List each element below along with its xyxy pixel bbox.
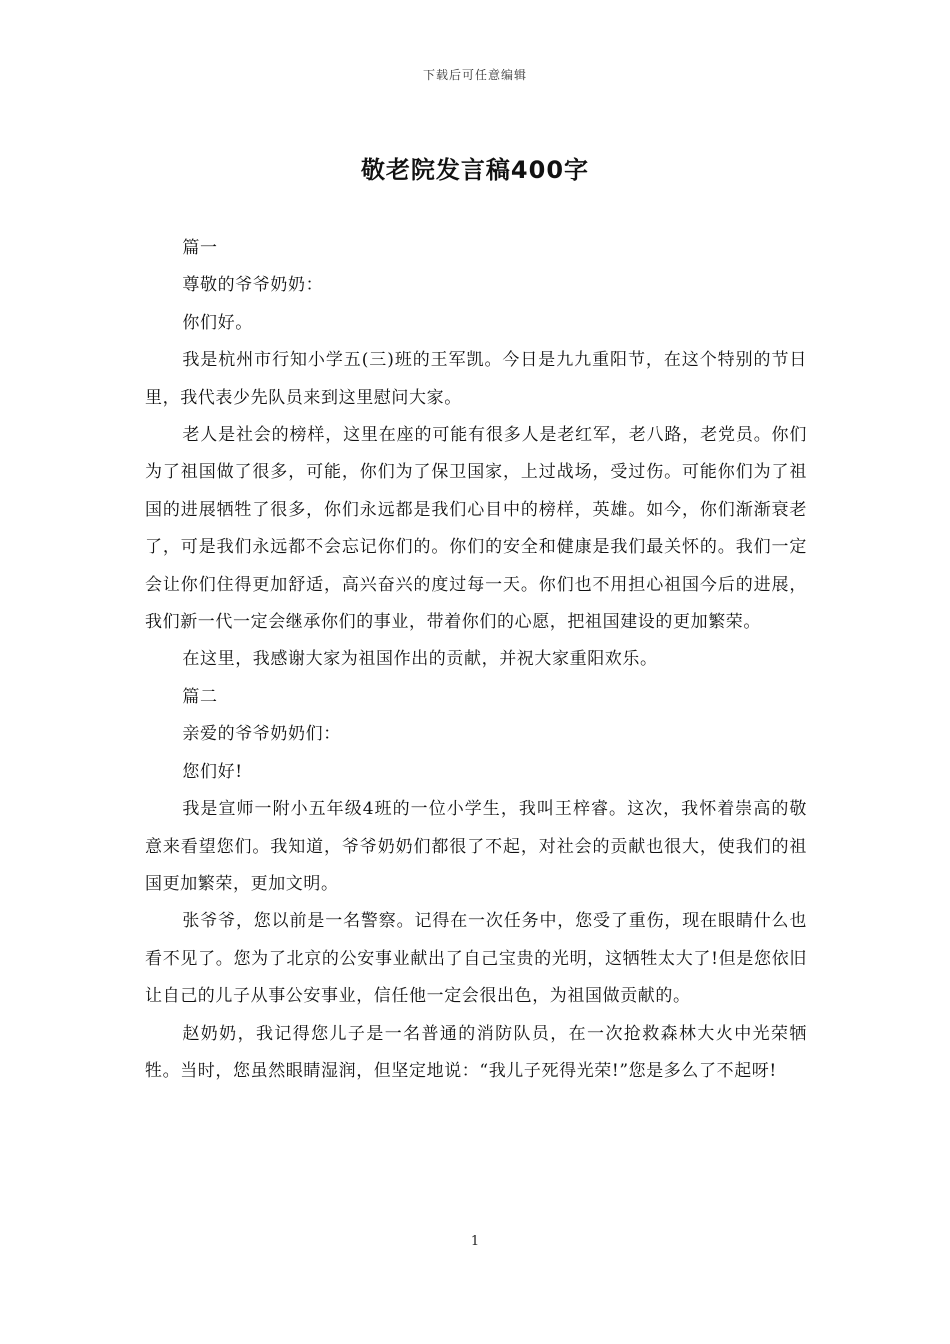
paragraph: 我是宣师一附小五年级4班的一位小学生，我叫王梓睿。这次，我怀着崇高的敬意来看望您们。我知道，爷爷奶奶们都很了不起，对社会的贡献也很大，使我们的祖国更加繁荣，更加文明。: [145, 799, 807, 894]
paragraph: 篇一: [182, 238, 218, 258]
paragraph: 您们好!: [182, 761, 243, 782]
document-title: 敬老院发言稿400字: [360, 156, 590, 184]
paragraph: 尊敬的爷爷奶奶：: [182, 275, 324, 296]
paragraph: 在这里，我感谢大家为祖国作出的贡献，并祝大家重阳欢乐。: [182, 649, 658, 670]
page-number: 1: [470, 1234, 480, 1249]
paragraph: 亲爱的爷爷奶奶们：: [182, 724, 341, 745]
paragraph: 我是杭州市行知小学五(三)班的王军凯。今日是九九重阳节，在这个特别的节日里，我代表少先队员来到这里慰问大家。: [145, 350, 807, 408]
paragraph: 篇二: [182, 686, 218, 707]
paragraph: 赵奶奶，我记得您儿子是一名普通的消防队员，在一次抢救森林大火中光荣牺牲。当时，您虽然眼睛湿润，但坚定地说：“我儿子死得光荣!”您是多么了不起呀!: [145, 1023, 807, 1081]
paragraph: 你们好。: [182, 312, 253, 333]
paragraph: 老人是社会的榜样，这里在座的可能有很多人是老红军，老八路，老党员。你们为了祖国做了很多，可能，你们为了保卫国家，上过战场，受过伤。可能你们为了祖国的进展牺牲了很多，你们永远都是我们心目中的榜样，英雄。如今，你们渐渐衰老了，可是我们永远都不会忘记你们的。你们的安全和健康是我们最关怀的。我们一定会让你们住得更加舒适，高兴奋兴的度过每一天。你们也不用担心祖国今后的进展，我们新一代一定会继承你们的事业，带着你们的心愿，把祖国建设的更加繁荣。: [145, 425, 807, 633]
paragraph: 张爷爷，您以前是一名警察。记得在一次任务中，您受了重伤，现在眼睛什么也看不见了。您为了北京的公安事业献出了自己宝贵的光明，这牺牲太大了!但是您依旧让自己的儿子从事公安事业，信任他一定会很出色，为祖国做贡献的。: [145, 911, 807, 1007]
header-note: 下载后可任意编辑: [422, 68, 527, 82]
document-body: [145, 230, 807, 1090]
